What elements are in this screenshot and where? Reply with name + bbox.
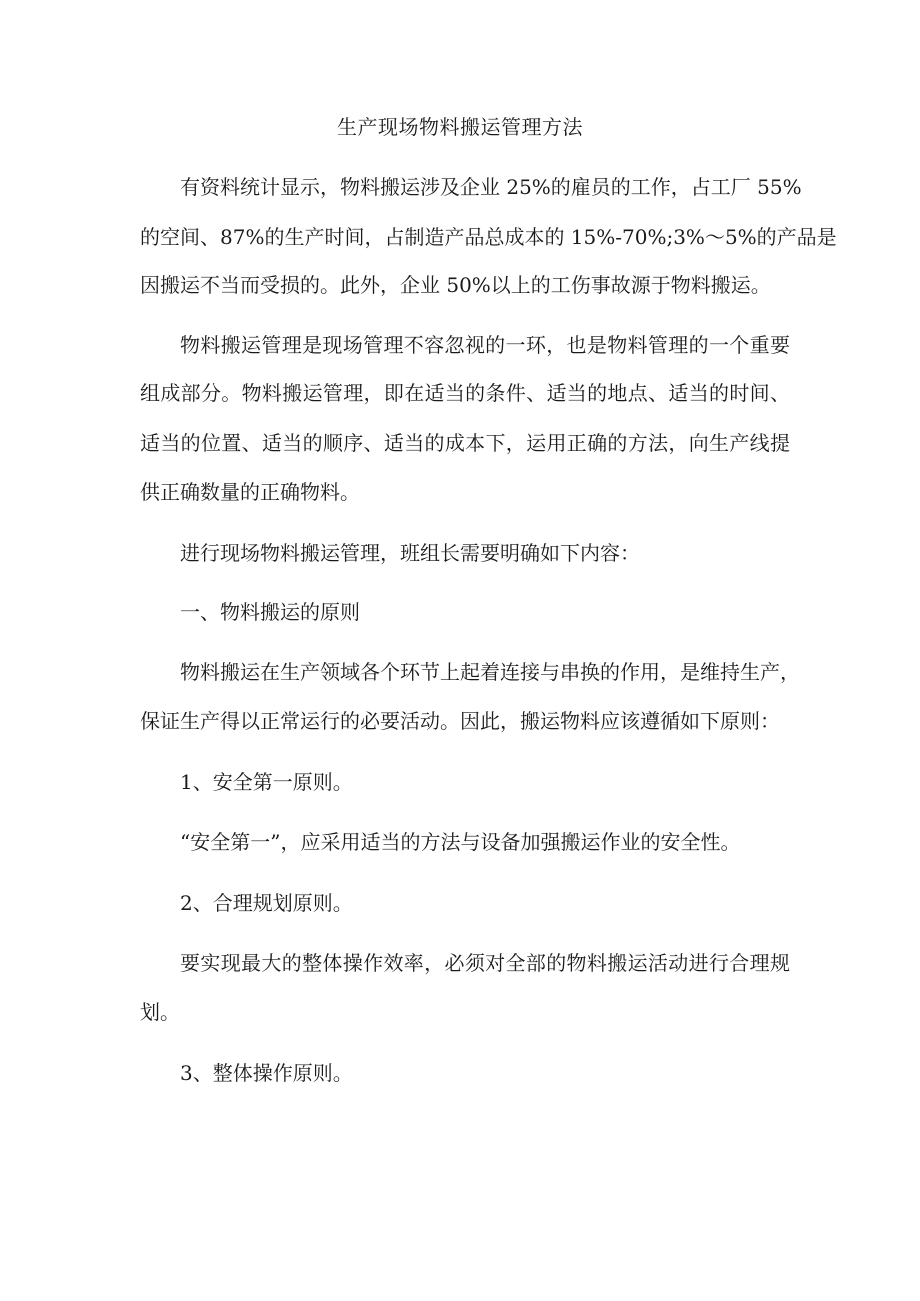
paragraph-line: “安全第一”，应采用适当的方法与设备加强搬运作业的安全性。 — [180, 830, 741, 854]
section-heading: 一、物料搬运的原则 — [180, 600, 360, 624]
principle-heading: 2、合理规划原则。 — [180, 891, 353, 915]
paragraph-line: 物料搬运在生产领域各个环节上起着连接与串换的作用，是维持生产， — [180, 660, 800, 684]
paragraph-line: 有资料统计显示，物料搬运涉及企业 25%的雇员的工作，占工厂 55% — [180, 175, 802, 199]
paragraph-line: 保证生产得以正常运行的必要活动。因此，搬运物料应该遵循如下原则： — [140, 709, 780, 733]
paragraph-line: 物料搬运管理是现场管理不容忽视的一环，也是物料管理的一个重要 — [180, 333, 790, 357]
principle-heading: 3、整体操作原则。 — [180, 1061, 353, 1085]
paragraph-line: 适当的位置、适当的顺序、适当的成本下，运用正确的方法，向生产线提 — [140, 431, 790, 455]
principle-heading: 1、安全第一原则。 — [180, 770, 353, 794]
document-title: 生产现场物料搬运管理方法 — [337, 115, 583, 139]
paragraph-line: 的空间、87%的生产时间，占制造产品总成本的 15%-70%;3%～5%的产品是 — [140, 225, 837, 249]
paragraph-line: 因搬运不当而受损的。此外，企业 50%以上的工伤事故源于物料搬运。 — [140, 273, 771, 297]
paragraph-line: 供正确数量的正确物料。 — [140, 480, 360, 504]
paragraph-line: 进行现场物料搬运管理，班组长需要明确如下内容： — [180, 541, 640, 565]
paragraph-line: 划。 — [140, 1000, 180, 1024]
paragraph-line: 组成部分。物料搬运管理，即在适当的条件、适当的地点、适当的时间、 — [140, 381, 790, 405]
paragraph-line: 要实现最大的整体操作效率，必须对全部的物料搬运活动进行合理规 — [180, 951, 790, 975]
